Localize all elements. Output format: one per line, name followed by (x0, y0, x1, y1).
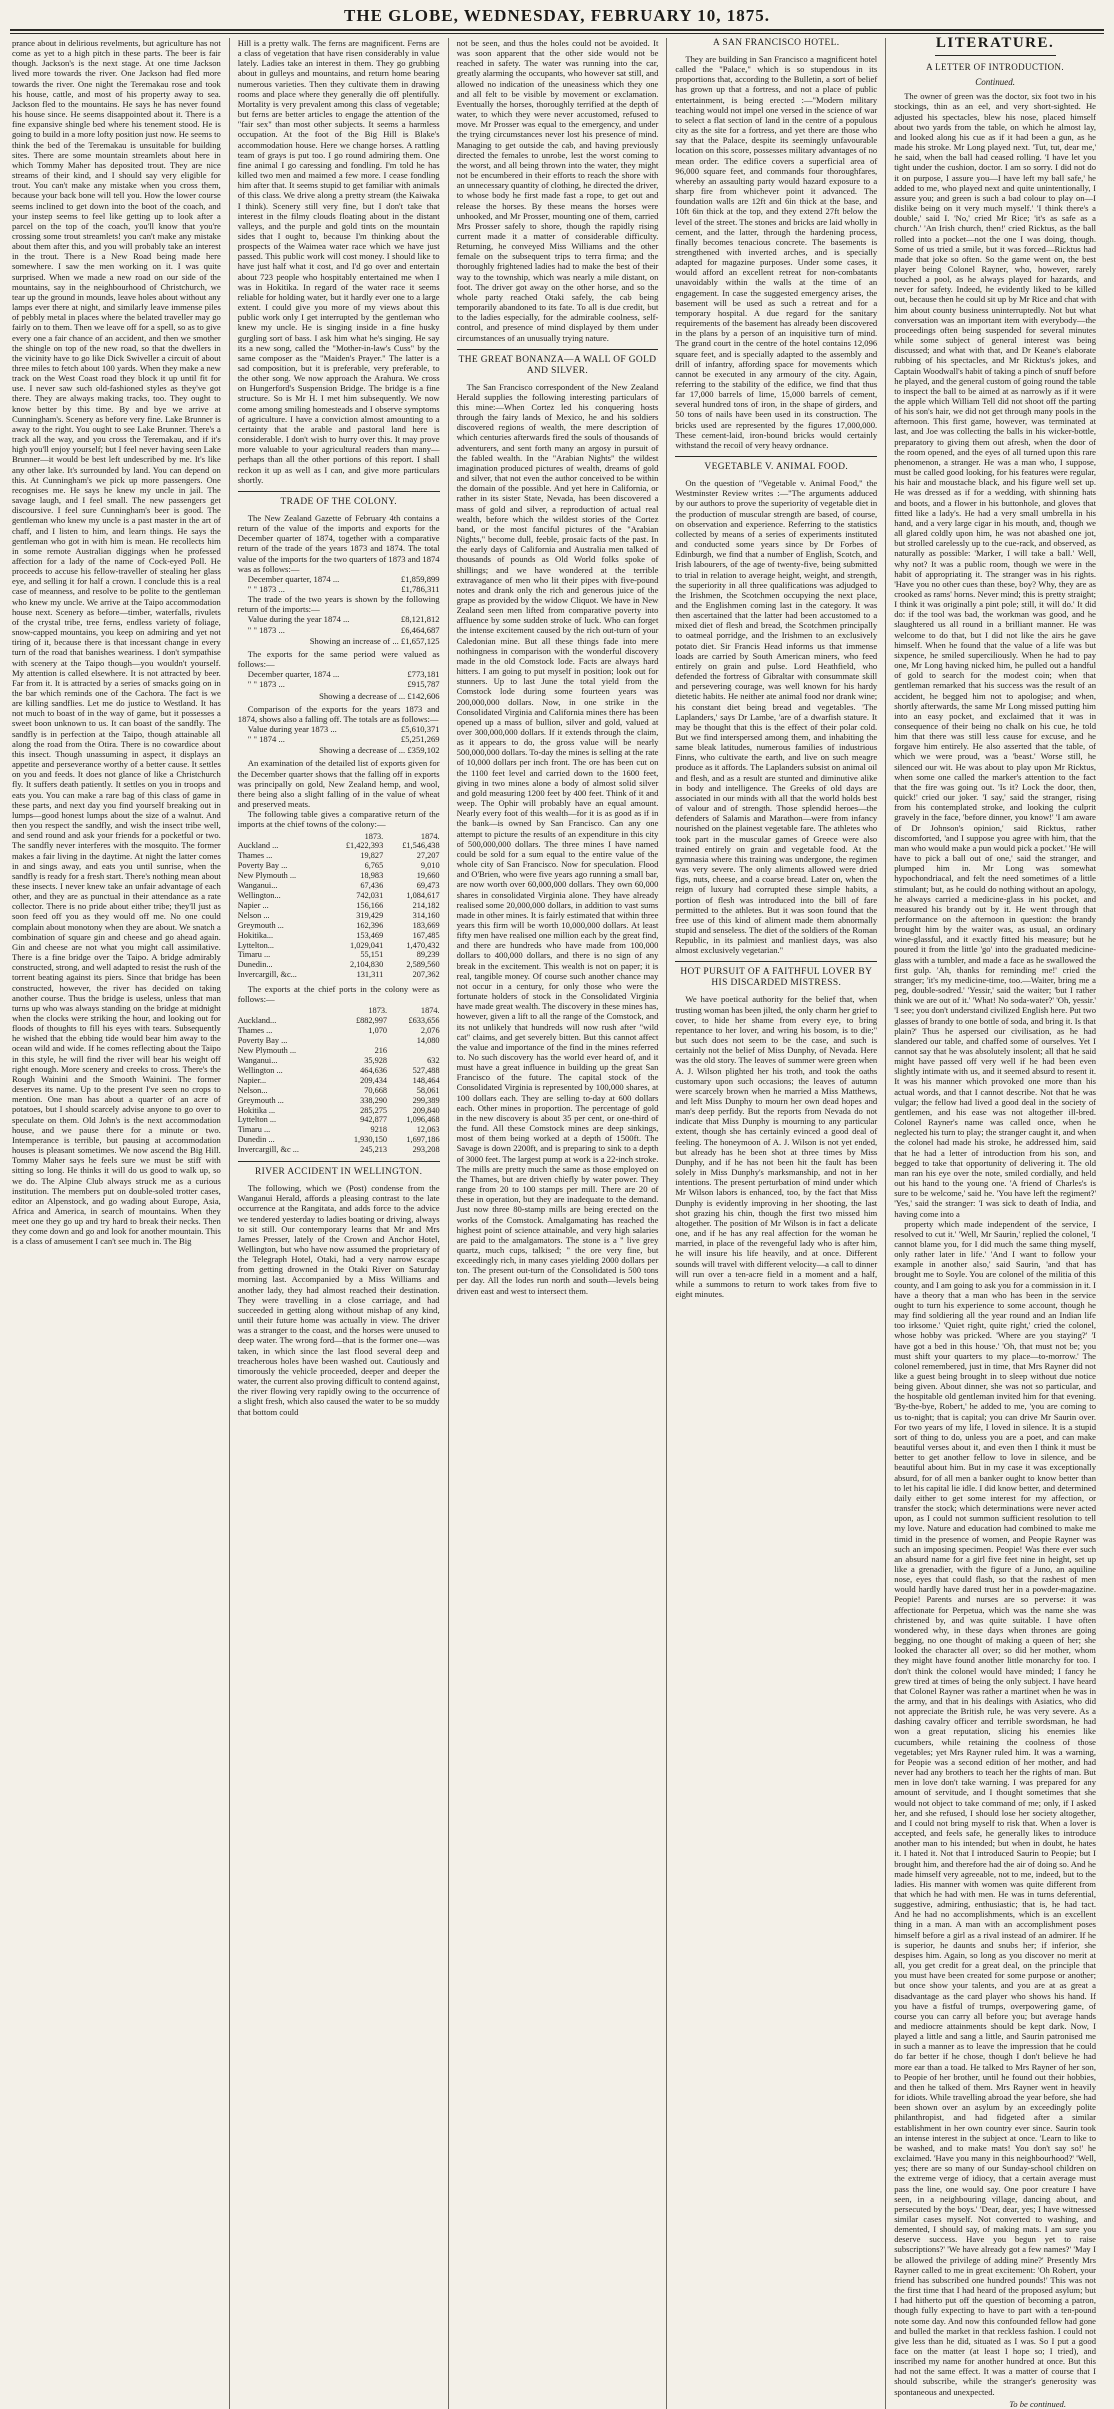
value-cell: 245,213 (360, 1145, 388, 1155)
town-cell: Poverty Bay ... (237, 1036, 288, 1046)
value-cell: 14,080 (416, 1036, 440, 1046)
trade-para-1: The New Zealand Gazette of February 4th contains a return of the value of the imports and exports for the December quarter of 1874, together with a comparative return of the trade of the years 1873 and 1874. The total value of the imports for the two quarters of 1873 and 1874 was as follows:— (237, 512, 440, 574)
columns (10, 35, 1104, 2409)
imports-row (238, 891, 440, 901)
value-cell: 742,031 (356, 891, 384, 900)
value-cell: 9,010 (420, 861, 440, 871)
exports-row (238, 1125, 440, 1135)
trade-para-7: The exports at the chief ports in the colony were as follows:— (237, 984, 440, 1005)
imports-row (238, 881, 440, 891)
pursuit-text: We have poetical authority for the belief that, when trusting woman has been jilted, the only charm her grief to cover, to hide her shame from every eye, to bring repentance to her lover, and wring his bosom, is to die;" but such does not seem to be the case, and such is certainly not the belief of Miss Dunphy, of Nevada. Here was the old story. The leaves of summer were green when A. J. Wilson plighted her his troth, and took the oaths customary upon such occasions; the leaves of autumn were scarcely brown when he married a Miss Matthews, and left Miss Dunphy to mourn her own dead hopes and man's deep perfidy. But the reports from Nevada do not indicate that Miss Dunphy is mourning to any particular extent, though she has certainly evinced a good deal of feeling. The honeymoon of A. J. Wilson is not yet ended, but already has he been shot at three times by Miss Dunphy, and if he has not been hit the fault has been solely in Miss Dunphy's marksmanship, and not in her intentions. The present perturbation of mind under which Mr Wilson labors is enhanced, too, by the fact that Miss Dunphy is evidently improving in her shooting, the last shot grazing his chin, though the first two missed him altogether. The position of Mr Wilson is in fact a delicate one, and if he has any real affection for the woman he married, in place of the revengeful lady who is after him, he will insure his life heavily, and at once. Different sounds will travel with different velocity—a call to dinner will run over a ten-acre field in a moment and a half, while a summons to return to work takes from five to eight minutes. (675, 994, 878, 1299)
bonanza-headline: THE GREAT BONANZA—A WALL OF GOLD AND SILVER. (458, 354, 657, 376)
imports-row (238, 911, 440, 921)
imports-row (238, 921, 440, 931)
town-cell: Auckland ... (237, 841, 279, 851)
trade-para-3: The exports for the same period were valued as follows:— (237, 648, 440, 670)
town-cell: Dunedin... (237, 960, 273, 970)
value-cell: 67,436 (360, 881, 384, 891)
river-text: The following, which we (Post) condense from the Wanganui Herald, affords a pleasing contrast to the late occurrence at the Rangitata, and adds force to the advice we tendered yesterday to ladies boating or driving, always to sit still. Our contemporary learns that Mr and Mrs James Presser, lately of the Crown and Anchor Hotel, Wellington, but who have now assumed the proprietary of the Telegraph Hotel, Otaki, had a very narrow escape from getting drowned in the Otaki River on Saturday morning last. Accompanied by a Miss Williams and another lady, they had almost reached their destination. They were travelling in a close carriage, and had succeeded in getting along without mishap of any kind, until their future home was actually in view. The driver was a stranger to the coast, and the horses were unused to deep water. The wrong ford—that is the former one—was taken, in which since the last flood several deep and treacherous holes have been washed out. Cautiously and timorously the vehicle proceeded, deeper and deeper the water, the current also proving difficult to contend against, the river flowing very rapidly owing to the occurrence of a slight fresh, which also caused the water to be so muddy that bottom could (237, 1183, 440, 1417)
exports-year-header: 1873. 1874. (368, 1006, 440, 1016)
imports-row (238, 960, 440, 970)
literature-headline: LITERATURE. (935, 35, 1055, 51)
trade-decrease-1: Showing a decrease of ... £142,606 (319, 690, 440, 701)
town-cell: Poverty Bay ... (237, 861, 288, 871)
town-cell: Nelson ... (237, 910, 270, 920)
trade-decrease-2: Showing a decrease of ... £359,102 (319, 745, 440, 756)
town-cell: Greymouth ... (237, 1095, 284, 1105)
value-cell: 148,464 (412, 1075, 440, 1085)
town-cell: Thames ... (237, 1026, 273, 1036)
value-cell: £633,656 (408, 1016, 440, 1026)
value-cell: 183,669 (412, 920, 440, 930)
town-cell: Wellington ... (237, 1065, 283, 1075)
column-1 (10, 38, 229, 2409)
imports-row (238, 941, 440, 951)
trade-increase: Showing an increase of ... £1,657,125 (309, 635, 440, 646)
town-cell: Lyttelton... (237, 940, 274, 950)
value-cell: £1,422,393 (345, 841, 384, 851)
trade-export-year-1873: Value during year 1873 ... £5,610,371 (247, 724, 440, 734)
imports-table (238, 832, 440, 981)
town-cell: Timaru ... (237, 1125, 271, 1135)
to-be-continued: To be continued. (1009, 2398, 1066, 2409)
town-cell: Invercargill, &c ... (237, 1145, 299, 1155)
exports-row (238, 1046, 440, 1056)
value-cell: 299,389 (412, 1095, 440, 1105)
value-cell: 314,160 (412, 910, 440, 920)
column-3 (448, 38, 667, 2409)
bonanza-text: The San Francisco correspondent of the New Zealand Herald supplies the following interesting particulars of this mine:—When Cortez led his conquering hosts through the fairy lands of Mexico, he and his soldiers discovered regions of wealth, the mere description of which centuries afterwards fired the souls of thousands of adventurers, and sent forth many an argosy in pursuit of the fabled wealth. In the "Arabian Nights" the wildest imagination produced pictures of wealth, dreams of gold and silver, that not even the author conceived to be within the domain of the possible. And yet here in California, or rather in its sister State, Nevada, has been discovered a mass of gold and silver, a reproduction of actual real wealth, before which the wildest stories of the Cortez band, or the most fanciful pictures of the "Arabian Nights," become dull, feeble, prosaic facts of the past. In the early days of California and Australia men talked of thousands of pounds as Old World folks spoke of shillings; and we have wondered at the terrible extravagance of men who lit their pipes with five-pound notes and drank only the rich and generous juice of the grape as provided by the widow Cliquot. We have in New Zealand seen men lifted from comparative poverty into affluence by some sudden stroke of luck. Who can forget the intense excitement caused by the rich out-turn of your Caledonian mine. But all these things fade into mere nothingness in comparison with the wonderful discovery made in the old Comstock lode. Facts are always hard hitters. I am going to put myself in position; look out for stunners. Up to last June the total yield from the Comstock lode during some fourteen years was 200,000,000 dollars. Now, in one strike in the Consolidated Virginia and California mines there has been opened up a mass of bullion, silver and gold, valued at over 300,000,000 dollars. If it extends through the claim, as it appears to do, the gross value will be nearly 500,000,000 dollars. To-day the mines is selling at the rate of 10,000 dollars per inch front. The ore has been cut on the 1100 feet level and carried down to the 1600 feet, giving in two mines alone a body of almost solid silver and gold measuring 1200 feet by 400 feet. Think of it and weep. The Ophir will probably have an equal amount. Nearly every foot of this wealth—for it is as good as if in the bank—is owned by San Francisco. Can any one attempt to picture the results of an expenditure in this city of 500,000,000 dollars. The three mines I have named could be sold for a sum equal to the entire value of the whole city of San Francisco. Now for speculation. Flood and O'Brien, who were five years ago running a small bar, are now worth over 60,000,000 dollars. They own 60,000 shares in consolidated Virginia alone. They have already realised some 20,000,000 dollars, in addition to vast sums made in other mines. It is fairly estimated that within three years this firm will be worth 10,000,000 dollars. At least fifty men have realised one million each by the great find, and there are hundreds who have made from 100,000 dollars to 400,000 dollars, and there is no sign of any break in the excitement. This wealth is not on paper; it is real, tangible money. Of course such another chance may not occur in a century, for only those who were the fortunate holders of stock in the Consolidated Virginia have made great wealth. The discovery in these mines has, however, given a lift to all the range of the Comstock, and its not unlikely that hundreds will now rush after "wild cat" claims, and get severely bitten. But this cannot affect the value and importance of the find in the mines referred to. No such discovery has the world ever heard of, and it must have a great influence in building up the great San Francisco of the future. The capital stock of the Consolidated Virginia is represented by 100,000 shares, at 100 dollars each. They are selling to-day at 600 dollars each. Other mines in proportion. The percentage of gold in the new discovery is about 35 per cent, or one-third of the fund. All these Comstock mines are deep sinkings, most of them being worked at a depth of 1500ft. The Savage is down 2200ft, and is preparing to sink to a depth of 3000 feet. The largest pump at work is a 22-inch stroke. The mills are pretty much the same as those employed on the Thames, but are driven chiefly by water power. They range from 20 to 100 stamps per mill. There are 20 of these in operation, but they are inadequate to the demand. Just now three 80-stamp mills are being erected on the works of the Comstock. Amalgamating has reached the highest point of science attainable, and very high salaries are paid to the amalgamators. The stone is a " live grey quartz, much cups, talkised; " the ore very fine, but exceedingly rich, in many cases yielding 2000 dollars per ton. The present out-turn of the Consolidated is 500 tons per day. All the lodes run north and south—levels being driven east and west to intersect them. (456, 381, 659, 1296)
value-cell: 1,096,468 (406, 1115, 440, 1125)
section-rule (675, 456, 877, 457)
town-cell: Lyttelton ... (237, 1115, 277, 1125)
literature-continued: Continued. (975, 77, 1015, 88)
value-cell: 19,827 (360, 851, 384, 861)
exports-table (238, 1006, 440, 1155)
value-cell: 1,084,617 (406, 891, 440, 900)
value-cell: 2,104,830 (350, 960, 384, 970)
trade-para-5: An examination of the detailed list of exports given for the December quarter shows that the falling off in exports was principally on gold, New Zealand hemp, and wool, there being also a slight falling of in the value of wheat and preserved meats. (237, 758, 440, 810)
town-cell: Dunedin ... (237, 1135, 275, 1145)
value-cell: 1,470,432 (406, 940, 440, 950)
town-cell: Napier ... (237, 900, 269, 910)
value-cell: 464,636 (360, 1065, 388, 1075)
section-rule (675, 961, 877, 962)
hotel-headline: A SAN FRANCISCO HOTEL. (713, 38, 840, 48)
masthead-rule (10, 29, 1104, 31)
hotel-text: They are building in San Francisco a magnificent hotel called the "Palace," which is so stupendous in its proportions that, according to the Bulletin, a sort of belief has grown up that a fortress, and not a place of public entertainment, is being erected :—"Modern military teaching would not impel one versed in the science of war to select a flat section of land in the centre of a populous city as the site for a fortress, and yet there are those who say that the Palace, despite its seemingly unfavourable location on this score, possesses military advantages of no mean order. The edifice covers a superficial area of 96,000 square feet, and commands four thoroughfares, whereby an assaulting party would hazard exposure to a sharp fire from whichever point it advanced. The foundation walls are 12ft and 6in thick at the base, and 10ft 6in thick at the top, and they extend 27ft below the level of the street. The stones and bricks are laid wholly in cement, and the latter, through the hardening process, finally becomes tenacious concrete. The basements is strengthened with inverted arches, and is specially adapted for magazine purposes. Under some cases, it would afford an excellent retreat for non-combatants unavoidably within the walls at the time of an engagement. In case the suggested emergency arises, the basement will be used as such a retreat and for a temporary hospital. A due regard for the sanitary requirements of the basement has already been discovered in the plans by a person of an inquisitive turn of mind. The grand court in the centre of the hotel contains 12,096 square feet, and is specially adapted to the assembly and drill of infantry, affording space for movements which cannot be executed in any armoury of the city. Again, referring to the stability of the edifice, we find that thus far 17,000 barrels of lime, 15,000 barrels of cement, several hundred tons of iron, in the shape of girders, and 50 tons of nails have been used in its construction. The bricks used are represented by the figures 17,000,000. These cement-laid, iron-bound bricks would certainly withstand the recoil of very heavy ordnance. (675, 54, 878, 450)
exports-row (238, 1115, 440, 1125)
imports-row (238, 871, 440, 881)
exports-row (238, 1076, 440, 1086)
value-cell: 632 (427, 1056, 440, 1065)
imports-row (238, 901, 440, 911)
value-cell: 156,166 (356, 900, 384, 910)
trade-import-quarter-1873: " " 1873 ... £1,786,311 (247, 583, 440, 594)
value-cell: £1,546,438 (402, 841, 440, 851)
value-cell: 153,469 (356, 930, 384, 940)
trade-export-quarter-1873: " " 1873 ... £915,787 (247, 679, 440, 690)
literature-text: The owner of green was the doctor, six foot two in his stockings, thin as an eel, and very short-sighted. He adjusted his spectacles, blew his nose, placed himself about two yards from the table, on which he almost lay, and looked along his cue as if it had been a gun, as he made his stroke. Mr Long played next. 'Tut, tut, dear me,' he said, when the ball had ceased rolling. 'I have let you tight under the cushion, doctor. I am so sorry. I did not do it on purpose, I assure you—I have left my ball safe,' he added to me, who played next and quite unintentionally, I assure you; and green is such a bad colour to play on—I dislike being on it very much myself.' 'I think there's a double,' said I. 'No,' cried Mr Rice; 'it's as safe as a church.' 'An Irish church, then!' cried Ricktus, as the ball rolled into a pocket—not the one I was doing, though. Some of us tried a smile, but it was forced—Ricktus had made that joke so often. So the game went on, the best player being Colonel Rayner, who, however, rarely touched a pool, as he always played for hazards, and never for safety. Indeed, he evidently liked to be killed out, because then he could sit up by Mr Rice and chat with him about county business uninterruptedly. Not but what conversation was an important item with everybody—the proceedings often being suspended for several minutes while some subject of general interest was being discussed; and what with that, and Dr Keane's elaborate rubbing of his spectacles, and Mr Ricktus's jokes, and Captain Woodwall's habit of taking a pinch of snuff before he played, and the general custom of going round the table to inspect the ball to be aimed at as narrowly as if it were the apple which William Tell did not shoot off the parting of his son's hair, we did not get through many pools in the afternoon. This first game, however, was terminated at last, and Joe was collecting the balls in his wicker-bottle, preparatory to giving them out afresh, when the door of the room opened, and the eyes of all turned upon this rare phenomenon, a stranger. He was a man who, I suppose, must be called good looking, for his features were regular, his hair and moustache black, and his figure well set up. He was dressed as if for a wedding, with shinning hats and boots, and a flower in his buttonhole, and gloves that fitted like a lady's. He had a very small umbrella in his hand, and a very large cigar in his mouth, and, though we all glared coldly upon him, he was not abashed one jot, but strolled carelessly up to the cue-rack, and observed, as naturally as possible: 'Marker, I will take a ball.' Well, why not? It was a public room, though we were in the habit of appropriating it. The stranger was in his rights. 'Have you no other cues than these, boy? Why, they are as crooked as rams' horns. Never mind; this is pretty straight; I think it was originally a pint pole; still, it will do.' It did do: if the tool was bad, the workman was good, and he slaughtered us all round in a brilliant manner. He was welcome to do that, but I did not like the airs he gave himself. When he found that the value of a life was but sixpence, he smiled superciliously. When he had to pay one, Mr Long having nicked him, he pulled out a handful of gold to search for the modest coin; when that gentleman remarked that his success was the result of an accident, he begged him not to apologise; and when, shortly afterwards, the same Mr Long missed putting him into an easy pocket, and exclaimed that it was in consequence of their being no chalk on his cue, he told him that there was still less cause for excuse, and he forgave him entirely. He also asserted that the table, of which we were proud, was a 'beast.' Worse still, he silenced our wit. He was about to play upon Mr Ricktus, when some one called the marker's attention to the fact that the fire was going out. 'Is it? Lock the door, then, quick!' cried our joker. 'I say,' said the stranger, rising from his contemplated stroke, and looking the culprit gravely in the face, 'before dinner, you know!' 'I am aware of Dr Johnson's opinion,' said Ricktus, rather discomforted, 'and I suppose you agree with him, that the man who would make a pun would pick a pocket.' 'He will have to pick a ball out of one,' said the stranger, and plumped him in. Mr Long was somewhat hypochondriacal, and felt the need sometimes of a little stimulant; but, as he could do nothing without an apology, he always carried a medicine-glass in his pocket, and measured his brandy out by it. He went through that performance on the afternoon in question: the brandy brought him by the waiter was, as usual, an ordinary wine-glassful, and it exactly fitted his measure; but he poured it from the little 'go' into the graduated medicine-glass with a tumbler, and made a face as he swallowed the first gulp. 'Ah, thanks for reminding me!' cried the stranger; 'it's my medicine-time, too.—Waiter, bring me a peg, double-sodred.' 'Yessir,' said the waiter; 'but I rather think we are out of it.' 'What! No soda-water?' 'Oh, yessir.' 'I see; you don't understand civilized English here. Put two glasses of brandy to one bottle of soda, and bring it. Is that plain?' Thus he aspersed our civilisation, as he had slandered our table, and chaffed some of ourselves. Yet I cannot say that he was absolutely insolent; all that he said might have passed off very well if he had been even slightly intimate with us, and it seemed absurd to resent it. It was his manner which provoked one more than his actual words, and that I cannot describe. Not that he was vulgar; the fellow had lived a good deal in the society of gentlemen, and his ease was not altogether ill-bred. Colonel Rayner's name was called once, when he neglected his turn to play; the stranger caught it, and when the colonel had made his stroke, he addressed him, said that he had a letter of introduction from his son, and begged to take that opportunity of delivering it. The old man ran his eye over the note, smiled cordially, and held out his hand to the young one. 'A friend of Charles's is sure to be welcome,' said he. 'You have left the regiment?' 'Yes,' said the stranger: 'I was sick to death of India, and having come into a (894, 91, 1096, 1219)
value-cell: 319,429 (356, 910, 384, 920)
town-cell: Nelson... (237, 1085, 268, 1095)
river-text-continued: not be seen, and thus the holes could not be avoided. It was soon apparent that the other side would not be reached in safety. The water was running into the car, greatly alarming the occupants, who however sat still, and allowed no indication of the uneasiness which they one and all felt to be visible by movement or exclamation. Eventually the horses, thoroughly terrified at the depth of water, to which they were never accustomed, refused to move. Mr Prosser was equal to the emergency, and under the trying circumstances never lost his presence of mind. Managing to get outside the cab, and having previously directed the females to unrobe, lest the worst coming to the worst, and all being thrown into the water, they might not be encumbered in their efforts to reach the shore with an unnecessary quantity of clothing, he directed the driver, to whose body he first made fast a rope, to get out and release the horses. By these means the horses were unhooked, and Mr Prosser, mounting one of them, carried Mrs Prosser safely to shore, though the rapidly rising current made it a matter of considerable difficulty. Returning, he conveyed Miss Williams and the other female on the subsequent trips to terra firma; and the thoroughly frightened ladies had to make the best of their way to the township, which was nearly a mile distant, on foot. The driver got away on the other horse, and so the whole party reached Otaki safely, the cab being temporarily abandoned to its fate. To all is due credit, but to the ladies especially, for the admirable coolness, self-control, and presence of mind displayed by them under circumstances of an unusually trying nature. (456, 38, 659, 343)
imports-year-header: 1873. 1874. (364, 831, 440, 841)
value-cell: 70,668 (364, 1085, 388, 1095)
veg-headline: VEGETABLE V. ANIMAL FOOD. (704, 462, 849, 473)
value-cell: 131,311 (356, 970, 384, 980)
pursuit-headline: HOT PURSUIT OF A FAITHFUL LOVER BY HIS DISCARDED MISTRESS. (680, 967, 873, 989)
value-cell: 9218 (370, 1125, 388, 1135)
literature-text-continued: property which made independent of the service, I resolved to cut it.' 'Well, Mr Saurin,' replied the colonel, 'I cannot blame you, for I did much the same thing myself, only rather later in life.' 'And I want to follow your example in another also,' said Saurin, 'and that has brought me to Soyle. You are colonel of the militia of this county, and I am going to ask you for a commission in it. I have a theory that a man who has been in the service ought to turn his experience to some account, though he may find soldiering all the year round and an Indian life too irksome.' 'Quiet right, quite right,' cried the colonel, whose hobby was pricked. 'Where are you staying?' 'I have got a bed in this house.' 'Oh, that must not be; you must shift your quarters to my place—to-morrow.' The colonel remembered, just in time, that Mrs Rayner did not like a guest being brought in to sleep without due notice being given. About dinner, she was not so particular, and the hospitable old gentleman invited him for that evening. 'By-the-bye, Robert,' he added to me, 'you are coming to us to-night; that is capital; you can drive Mr Saurin over. For two years of my life, I loved in silence. It is a stupid sort of thing to do, unless you are a poet, and can make beautiful verses about it, and even then I think it must be better to get another fellow to love in silence, and be beautiful about him. But in my case it was exceptionally absurd, for of all men a banker ought to know better than to let his capital lie idle. I did know better, and determined daily either to get some interest for my affection, or transfer the stock; which determinations were never acted upon, as I could not summon sufficient resolution to tell my love. Nature and education had combined to make me timid in the presence of women, and Peopie Rayner was such an imposing specimen. Peopie! Was there ever such an absurd name for a girl five feet nine in height, set up like a grenadier, with the figure of a Juno, an aquiline nose, eyes that could flash, so that the rashest of men would hardly have dared trust her in a powder-magazine. Peopie! Parents and nurses are so perverse: it was affectionate for Perpetua, which was the name she was christened by, and was quite suitable. I have often wondered why, in these days when thrones are going begging, no one thought of making a queen of her; she looked the character all over; so did her mother, whom they might have found another little monarchy for too. I don't think the colonel would have minded; I fancy he grew tired at times of being the only subject. I have heard that Colonel Rayner was rather a martinet when he was in the army, and that in his dealings with Asiatics, who did not appreciate the British rule, he was very severe. As a dashing cavalry officer and terrible swordsman, he had won a great reputation, slicing his enemies like cucumbers, while retaining the coolness of those vegetables; yet Mrs Rayner ruled him. It was a warning, for Peopie was a second edition of her mother, and had never had any brothers to teach her the rights of man. But men in love don't take warning. I was prepared for any amount of servitude, and I thought sometimes that she would not object to take command of me; only, if I asked her, and she refused, I should lose her society altogether, and I could not bring myself to risk that. When a lover is accepted, and feels safe, he generally likes to introduce another man to his intended; but when in doubt, he hates it. I hated it. Not that I introduced Saurin to Peopie; but I brought him, and therefore had the air of doing so. And he made himself very agreeable, not to me, indeed, but to the ladies. His manner with women was quite different from that which he had with men. He was in turns deferential, suggestive, admiring, enthusiastic; that is, he had tact. And he had no accomplishments, which is an excellent thing in a man. A man with an accomplishment poses himself before a girl as a rival instead of an admirer. If he is superior, he daunts and snubs her; if inferior, she despises him. Again, so long as you discover no merit at all, you get credit for a great deal, on the principle that you must have been created for some purpose or another; but once show your talents, and you are at as great a disadvantage as the card player who shows his hand. If you have a fistful of trumps, overpowering game, of course you can carry all before you; but average hands and mediocre attainments should be kept dark. Now, I played a little and sang a little, and Saurin patronised me in such a manner as to leave the impression that he could do far better if he chose, though I don't believe he had more ear than a toad. He talked to Mrs Rayner of her son, to Peopie of her brother, until he found out their hobbies, and then he talked of them. Mrs Rayner went in heavily for idiots. While travelling abroad the year before, she had been shown over an asylum by an exceedingly polite philanthropist, and had fidgeted after a similar establishment in her own country ever since. Saurin took an intense interest in the subject at once. 'Learn to like to be washed, and to make mats! You don't say so!' he exclaimed. 'Have you many in this neighbourhood?' 'Well, yes; there are so many of our Sunday-school children on the extreme verge of idiocy, that a certain average must pass the line, one would say. One poor creature I have seen, in a neighbouring village, dancing about, and persecuted by the boys.' 'Dear, dear, yes; I have witnessed similar cases myself. Not converted to washing, and demented, I should say, of making mats. I am sure you deserve success. Have you begun yet to raise subscriptions?' 'We have already got a few names?' 'May I be allowed the privilege of adding mine?' Presently Mrs Rayner called to me in great excitement: 'Oh Robert, your friend has subscribed one hundred pounds!' This was not the first time that I had heard of the proposed asylum; but I had hitherto put off the question of becoming a patron, though fully expecting to have to part with a ten-pound note some day. And now this confounded fellow had gone and bulled the market in that reckless fashion. I could not give less than he did, situated as I was. So I put a good face on the matter (at least I hope so; I tried), and inscribed my name for another hundred at once. But this had not the same effect. It was a matter of course that I should subscribe, while the stranger's generosity was spontaneous and unexpected. (894, 1218, 1096, 2397)
value-cell: 27,207 (416, 851, 440, 861)
town-cell: Hokitika... (237, 930, 274, 940)
column-5 (885, 35, 1104, 2409)
section-rule (238, 1161, 440, 1162)
literature-subhead: A LETTER OF INTRODUCTION. (926, 62, 1065, 72)
town-cell: Greymouth ... (237, 920, 284, 930)
value-cell: 89,239 (416, 950, 440, 960)
imports-row (238, 841, 440, 851)
imports-row (238, 970, 440, 980)
value-cell: 69,473 (416, 881, 440, 891)
value-cell: £882,997 (355, 1016, 388, 1026)
trade-para-6: The following table gives a comparative return of the imports at the chief towns of the colony:— (237, 809, 440, 830)
section-rule (457, 349, 659, 350)
section-rule (238, 491, 440, 492)
imports-row (238, 950, 440, 960)
exports-row (238, 1066, 440, 1076)
article-westcoast-continued: Hill is a pretty walk. The ferns are magnificent. Ferns are a class of vegetation that have risen considerably in value lately. Ladies take an interest in them. They go grubbing about in gulleys and mountains, and return home bearing numerous varieties. Then they cultivate them in drawing rooms and place where they generally die off plentifully. Mortality is very prevalent among this class of vegetable; but ferns are better articles to engage the attention of the "fair sex" than most other subjects. It seems a harmless occupation. At the foot of the Big Hill is Blake's accommodation house. Here we change horses. A rattling team of grays is put too. I go round admiring them. One fine animal I go caressing and fondling. I'm told he has killed two men and maimed a few more. I cease fondling him after that. It seems stupid to get familiar with animals of this class. We drive along a pretty stream (the Kaiwaka I think). Scenery still very fine, but I don't take that interest in the filmy clouds floating about in the distant valleys, and the purple and gold tints on the mountain sides that I ought to, because I'm thinking about the prospects of the Waimea water race which we have just passed. This public work will cost money. I should like to have just half what it cost, and I'd go over and entertain about 723 people who hospitably entertained me when I was in Hokitika. In regard of the water race it seems reliable for holding water, but it hardly ever one to a large extent. I could give you more of my views about this public work only I get interrupted by the gentleman who knew my uncle. He is singing inside in a fine husky gurgling sort of bass. I ask him what he's singing. He say its a new song, called the "Mother-in-law's Cuss" by the same composer as the "Maiden's Prayer." The latter is a sad composition, but it is preferable, very preferable, to the other song. We now approach the Arahura. We cross on Hungerford's Suspension Bridge. The bridge is a fine structure. So is Mr H. I met him subsequently. We now come among smiling homesteads and I observe symptoms of agriculture. I have a conviction almost amounting to a certainty that the arable and pastoral land here is considerable. I don't wish to hurry over this. It may prove more valuable to your agricultural readers than many—perhaps than all the other portions of this report. I shall reckon it up as well as I can, and give more particulars shortly. (237, 38, 440, 485)
value-cell: 6,765 (364, 861, 384, 871)
imports-row (238, 861, 440, 871)
value-cell: 162,396 (356, 920, 384, 930)
trade-export-year-1874: " " 1874 ... £5,251,269 (247, 734, 440, 745)
value-cell: 2,076 (420, 1026, 440, 1036)
value-cell: 19,660 (416, 871, 440, 881)
exports-row (238, 1016, 440, 1026)
town-cell: Wanganui... (237, 1056, 278, 1065)
trade-para-4: Comparison of the exports for the years 1873 and 1874, shows also a falling off. The totals are as follows:— (237, 703, 440, 724)
exports-row (238, 1056, 440, 1066)
column-4 (666, 38, 885, 2409)
value-cell: 214,182 (412, 900, 440, 910)
value-cell: 1,070 (368, 1026, 388, 1036)
value-cell: 338,290 (360, 1095, 388, 1105)
value-cell: 35,928 (364, 1056, 388, 1065)
value-cell: 293,208 (412, 1145, 440, 1155)
trade-import-year-1873: " " 1873 ... £6,464,687 (247, 624, 440, 635)
town-cell: Wellington... (237, 891, 281, 900)
masthead: THE GLOBE, WEDNESDAY, FEBRUARY 10, 1875. (344, 6, 770, 25)
town-cell: Invercargill, &c... (237, 970, 297, 980)
value-cell: 12,063 (416, 1125, 440, 1135)
value-cell: 55,151 (360, 950, 384, 960)
value-cell: 1,697,186 (406, 1135, 440, 1145)
town-cell: Auckland... (237, 1016, 277, 1026)
town-cell: New Plymouth ... (237, 1046, 297, 1056)
value-cell: 167,485 (412, 930, 440, 940)
trade-import-year-1874: Value during the year 1874 ... £8,121,812 (247, 614, 440, 625)
river-headline: RIVER ACCIDENT IN WELLINGTON. (255, 1167, 423, 1178)
value-cell: 1,029,041 (350, 940, 384, 950)
exports-row (238, 1135, 440, 1145)
exports-row (238, 1106, 440, 1116)
masthead-rule-thin (10, 33, 1104, 34)
imports-row (238, 931, 440, 941)
veg-text: On the question of "Vegetable v. Animal Food," the Westminster Review writes :—"The arguments adduced by our authors to prove the superiority of vegetable diet in the production of muscular strength are based, of course, on observation and experience. Referring to the statistics collected by means of a series of experiments instituted and conducted some years since by Dr Forbes of Edinburgh, we find that a number of English, Scotch, and Irish labourers, of the age of twenty-five, being submitted to trial in relation to average height, weight, and strength, the superiority in all three qualifications was adjudged to the Irishmen, the Scotchmen occupying the next place, and the Englishmen coming last in the category. It was then ascertained that the latter had been accustomed to a mixed diet of flesh and bread, the Scotchmen principally to oatmeal porridge, and the Irishmen to an exclusively potato diet. Sir Francis Head informs us that immense loads are carried by South American miners, who feed entirely on grain and pulse. Lord Heathfield, who defended the fortress of Gibraltar with consummate skill and persevering courage, was well known for his hardy dietetic habits. He neither ate animal food nor drank wine; his constant diet being bread and vegetables. 'The Laplanders,' says Dr Lambe, 'are of a dwarfish stature. It may be thought that this is the effect of their polar cold. But we find interspersed among them, and inhabiting the same bleak latitudes, numerous families of industrious Finns, who cultivate the earth, and live on such meagre produce as it affords. The Laplanders subsist on animal oil and flesh, and as a result are stunted and diminutive alike in body and intelligence. The Greeks of old days are associated in our minds with all that the world holds best of valour and of strength. Those splendid heroes—the defenders of Salamis and Marathon—were from infancy nourished on the plainest vegetable fare. The athletes who took part in the muscular games of Greece were also trained entirely on grain and vegetable food. At the gymnasia where this training was undergone, the regimen was very severe. The only aliments allowed were dried figs, nuts, cheese, and a coarse bread. Later on, when the reign of luxury had corrupted these simple habits, a portion of flesh was introduced into the bill of fare permitted to the athletes. But it was soon found that the free use of this kind of aliment made them abnormally stupid and senseless. The diet of the soldiers of the Roman Republic, in its palmiest and manliest days, was also almost exclusively vegetarian." (675, 478, 878, 956)
value-cell: 527,488 (412, 1065, 440, 1075)
article-westcoast-text: prance about in delirious revelments, but agriculture has not come as yet to a high pitch in these parts. The beer is fair though. Jackson's is the next stage. At one time Jackson lived more towards the river. One Jackson had fled more towards the river. One night the Teremakau rose and took his house, cattle, and most of his property away to sea. Jackson fled to the mountains. He says he has never found his house since. He seems disappointed about it. There is a fine expansive shingle bed where his tenement stood. He is going to build in a more lofty position just now. He seems to think the bed of the Teremakau is unsuitable for building sites. There are some mountain streamlets about here in which Tommy Maher has deposited trout. They are nice streams of their kind, and I should say very eligible for trout. You can't make any mistake when you cross them, because your back bone will tell you. How the lower course seems inclined to get down into the boot of the coach, and your instep seems to feel like getting up to look after a parcel on the top of the coach, you'll know that you're crossing some trout streamlets! you can't make any mistake about them after this, and you will probably take an interest in the trout. There is a New Road being made here somewhere. I saw the men working on it. I was quite surprised. When we made a new road on our side of the mountains, say in the neighbourhood of Christchurch, we tear up the ground in mounds, leave holes about without any lamps ever there at night, and similarly leave immense piles of pebbly metal in places where the belated traveller may go fairly on to them. Then we leave off for a spell, so as to give every one a fair chance of an accident, and then we smother the shingle on top of the new road, so that the dwellers in the vicinity have to go like Dick Swiveller a circuit of about three miles to fetch about 100 yards. When they make a new track on the West Coast road they block it up until fit for use. I never saw such old-fashioned styles as they've got there. They are always making tracks, too. They ought to know better by this time. By and bye we arrive at Cunningham's. Scenery as before very fine. Lake Brunner is away to the right. You ought to see Lake Brunner. There's a track all the way, and you cross the Teremakau, and if it's high you'll enjoy yourself; but I feel never having seen Lake Brunner—it would be best left undescribed by me. It's like any other lake. It's surrounded by land. You can depend on this. At Cunningham's we pick up more passengers. One recognises me. He says he knew my uncle in jail. The savage laugh, and I feel small. The new passengers get discoursive. I feel sure Cunningham's beer is good. The gentleman who knew my uncle is a past master in the art of chaff, and I listen to him, and learn things. He says the gentleman who got in with him is mean. He recollects him in some remote Australian diggings when he professed affection for a lady of the name of Cock-eyed Poll. He proceeds to accuse his fellow-traveller of stealing her glass eye, and selling it for half a crown. I conclude this is a real case of meanness, and resolve to be polite to the gentleman who knew my uncle. We arrive at the Taipo accommodation house next. Scenery as before—timber, waterfalls, rivulets of the crystal tribe, tree ferns, endless variety of foliage, snow-capped mountains, you keep on admiring and yet not tiring of it, because there is that incessant change in every turn of the road that banishes weariness. I don't sympathise with scenery at the Taipo though—you wouldn't yourself. My attention is called elsewhere. It is not attracted by beer. Far from it. It is attracted by a series of smacks going on in the bar which reminds one of the Cachora. The fact is we are killing sandflies. Let me do justice to Westland. It has not much to boast of in the way of game, but it possesses a sweet boon unknown to us. It can boast of the sandfly. The sandfly is in perfection at the Taipo, though attainable all along the road from the Otira. There is no cowardice about this insect. Though unassuming in aspect, it displays an appetite and perseverance worthy of a better cause. It settles on you and feeds. It does not glance of like a Christchurch fly. It suffers death patiently. It settles on you in troops and eats you. You can make a rare bag of this class of game in these parts, and next day you find yourself breaking out in lumps—good honest lumps about the size of a walnut. And then you respect the sandfly, and wish the insect tribe well, and send round and ask your friends for a pocketful or two. The sandfly never interferes with the mosquito. The former makes a fair living in the daytime. At night the latter comes in and sings away, and eats you until sunrise, when the sandfly is ready for a fresh start. There's nothing mean about these insects. I never knew take an unfair advantage of each other, and they are as punctual in their attendance as a rate collector. There is no pride about either tribe; they'll just as soon feed off you as they would off me. No one could complain about monotony when they are about. We snatch a combination of square gin and cheese and go ahead again. Gin and cheese are not what you might call assimilative. There is a fine bridge over the Taipo. A bridge admirably constructed, strong, and well adapted to resist the rush of the torrent beating against its piers. Since that bridge has been constructed, however, the river has decided on taking another course. Thus the bridge is useless, unless that man turns up who was always standing on the bridge at midnight when the clocks were striking the hour, and looking out for floods of thoughts to fill his eyes with tears. Subsequently he wished that the ebbing tide would bear him away to the ocean wild and wide. If he comes reflecting about the Taipo in this style, he will find the river will bear his weight off right enough. More scenery and creeks to cross. There's the Rough Wainini and the Smooth Wainini. The former deserves its name. Up to the present I've seen no crops to mention. One man has about a quarter of an acre of potatoes, but I should scarcely advise anyone to go over to speculate on them. Old John's is the next accommodation house, and we pause there for a minute or two. Intemperance is terrible, but pausing at accommodation houses is pleasant sometimes. We now ascend the Big Hill. Tommy Maher says he feels sure we must be stiff with sitting so long. He thinks it will do us good to walk up, so we do. The Alpine Club always struck me as a curious institution. The members put on double-soled trotter cases, editor an Alpenstock, and go wading about Europe, Asia, Africa and America, in search of mountains. When they meet one they go up and try hard to break their necks. Then they come down and go and look for another mountain. This is a class of amusement I can't see much in. The Big (12, 38, 221, 1247)
literature-rule (935, 55, 1056, 56)
town-cell: New Plymouth ... (237, 871, 297, 881)
town-cell: Timaru ... (237, 950, 271, 960)
value-cell: 58,061 (416, 1085, 440, 1095)
trade-export-quarter-1874: December quarter, 1874 ... £773,181 (247, 669, 440, 680)
exports-row (238, 1086, 440, 1096)
value-cell: 209,434 (360, 1075, 388, 1085)
value-cell: 209,840 (412, 1105, 440, 1115)
value-cell: 207,362 (412, 970, 440, 980)
imports-row (238, 851, 440, 861)
town-cell: Wanganui... (237, 881, 278, 891)
town-cell: Hokitika ... (237, 1105, 276, 1115)
trade-para-2: The trade of the two years is shown by the following return of the imports:— (237, 594, 440, 615)
value-cell: 18,983 (360, 871, 384, 881)
value-cell: 216 (374, 1046, 388, 1056)
value-cell: 285,275 (360, 1105, 388, 1115)
value-cell: 2,589,560 (406, 960, 440, 970)
town-cell: Thames ... (237, 851, 273, 861)
exports-row (238, 1145, 440, 1155)
value-cell (387, 1046, 440, 1056)
exports-row (238, 1036, 440, 1046)
town-cell: Napier... (237, 1075, 267, 1085)
trade-headline: TRADE OF THE COLONY. (280, 496, 397, 507)
trade-import-quarter-1874: December quarter, 1874 ... £1,859,899 (247, 573, 440, 584)
value-cell (335, 1036, 388, 1046)
exports-row (238, 1026, 440, 1036)
column-2 (229, 38, 448, 2409)
value-cell: 1,930,150 (353, 1135, 388, 1145)
value-cell: 942,877 (360, 1115, 388, 1125)
exports-row (238, 1096, 440, 1106)
